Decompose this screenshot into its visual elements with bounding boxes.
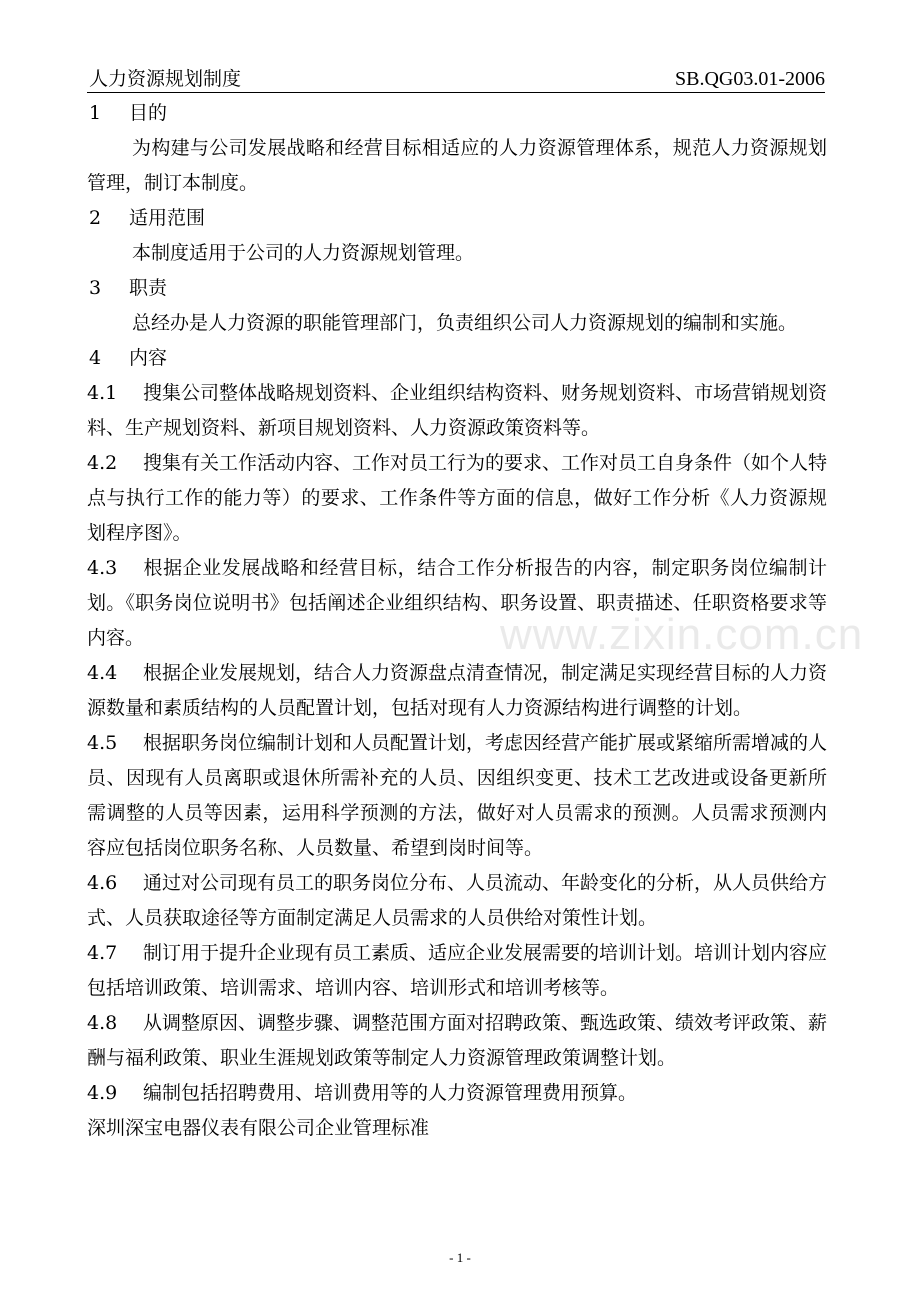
section-heading-1 — [87, 96, 827, 131]
item-number: 4.9 — [87, 1082, 118, 1104]
section-paragraph-1: 为构建与公司发展战略和经营目标相适应的人力资源管理体系，规范人力资源规划管理，制订本制度。 — [87, 137, 827, 194]
item-number: 4.4 — [87, 662, 118, 684]
item-number: 4.5 — [87, 732, 118, 754]
item-number: 4.2 — [87, 452, 118, 474]
page-header — [87, 64, 825, 93]
content-item-4-4 — [87, 656, 827, 726]
content-item-4-9 — [87, 1076, 827, 1111]
item-number: 4.8 — [87, 1012, 118, 1034]
section-heading-2 — [87, 201, 827, 236]
section-title: 职责 — [129, 277, 168, 299]
document-body — [87, 96, 827, 1146]
item-text: 编制包括招聘费用、培训费用等的人力资源管理费用预算。 — [143, 1082, 638, 1104]
content-item-4-8 — [87, 1006, 827, 1076]
section-heading-4 — [87, 341, 827, 376]
item-number: 4.1 — [87, 382, 118, 404]
content-item-4-2 — [87, 446, 827, 551]
item-text: 制订用于提升企业现有员工素质、适应企业发展需要的培训计划。培训计划内容应包括培训政策、培训需求、培训内容、培训形式和培训考核等。 — [87, 942, 828, 999]
section-heading-3 — [87, 271, 827, 306]
page-number: - 1 - — [449, 1250, 471, 1265]
item-text: 搜集有关工作活动内容、工作对员工行为的要求、工作对员工自身条件（如个人特点与执行工作的能力等）的要求、工作条件等方面的信息，做好工作分析《人力资源规划程序图》。 — [87, 452, 828, 544]
section-number: 3 — [89, 277, 102, 299]
section-number: 4 — [89, 347, 102, 369]
section-number: 2 — [89, 207, 102, 229]
item-text: 根据职务岗位编制计划和人员配置计划，考虑因经营产能扩展或紧缩所需增减的人员、因现有人员离职或退休所需补充的人员、因组织变更、技术工艺改进或设备更新所需调整的人员等因素，运用科学预测的方法，做好对人员需求的预测。人员需求预测内容应包括岗位职务名称、人员数量、希望到岗时间等。 — [87, 732, 828, 859]
company-standard-note: 深圳深宝电器仪表有限公司企业管理标准 — [87, 1117, 430, 1139]
section-title: 适用范围 — [129, 207, 206, 229]
section-number: 1 — [89, 102, 102, 124]
item-text: 从调整原因、调整步骤、调整范围方面对招聘政策、甄选政策、绩效考评政策、薪酬与福利政策、职业生涯规划政策等制定人力资源管理政策调整计划。 — [87, 1012, 828, 1069]
content-item-4-5 — [87, 726, 827, 866]
item-number: 4.7 — [87, 942, 118, 964]
content-item-4-7 — [87, 936, 827, 1006]
section-title: 内容 — [129, 347, 168, 369]
content-item-4-3 — [87, 551, 827, 656]
watermark: www.zixin.com.cn — [500, 610, 864, 659]
content-item-4-1 — [87, 376, 827, 446]
section-paragraph-2: 本制度适用于公司的人力资源规划管理。 — [132, 242, 475, 264]
content-item-4-6 — [87, 866, 827, 936]
item-number: 4.6 — [87, 872, 118, 894]
document-title: 人力资源规划制度 — [89, 68, 242, 90]
section-paragraph-3: 总经办是人力资源的职能管理部门，负责组织公司人力资源规划的编制和实施。 — [132, 312, 798, 334]
item-text: 根据企业发展规划，结合人力资源盘点清查情况，制定满足实现经营目标的人力资源数量和素质结构的人员配置计划，包括对现有人力资源结构进行调整的计划。 — [87, 662, 828, 719]
item-text: 通过对公司现有员工的职务岗位分布、人员流动、年龄变化的分析，从人员供给方式、人员获取途径等方面制定满足人员需求的人员供给对策性计划。 — [87, 872, 828, 929]
document-code: SB.QG03.01-2006 — [674, 68, 825, 90]
item-text: 根据企业发展战略和经营目标，结合工作分析报告的内容，制定职务岗位编制计划。《职务岗位说明书》包括阐述企业组织结构、职务设置、职责描述、任职资格要求等内容。 — [87, 557, 827, 649]
section-title: 目的 — [129, 102, 168, 124]
item-number: 4.3 — [87, 557, 118, 579]
item-text: 搜集公司整体战略规划资料、企业组织结构资料、财务规划资料、市场营销规划资料、生产规划资料、新项目规划资料、人力资源政策资料等。 — [87, 382, 828, 439]
